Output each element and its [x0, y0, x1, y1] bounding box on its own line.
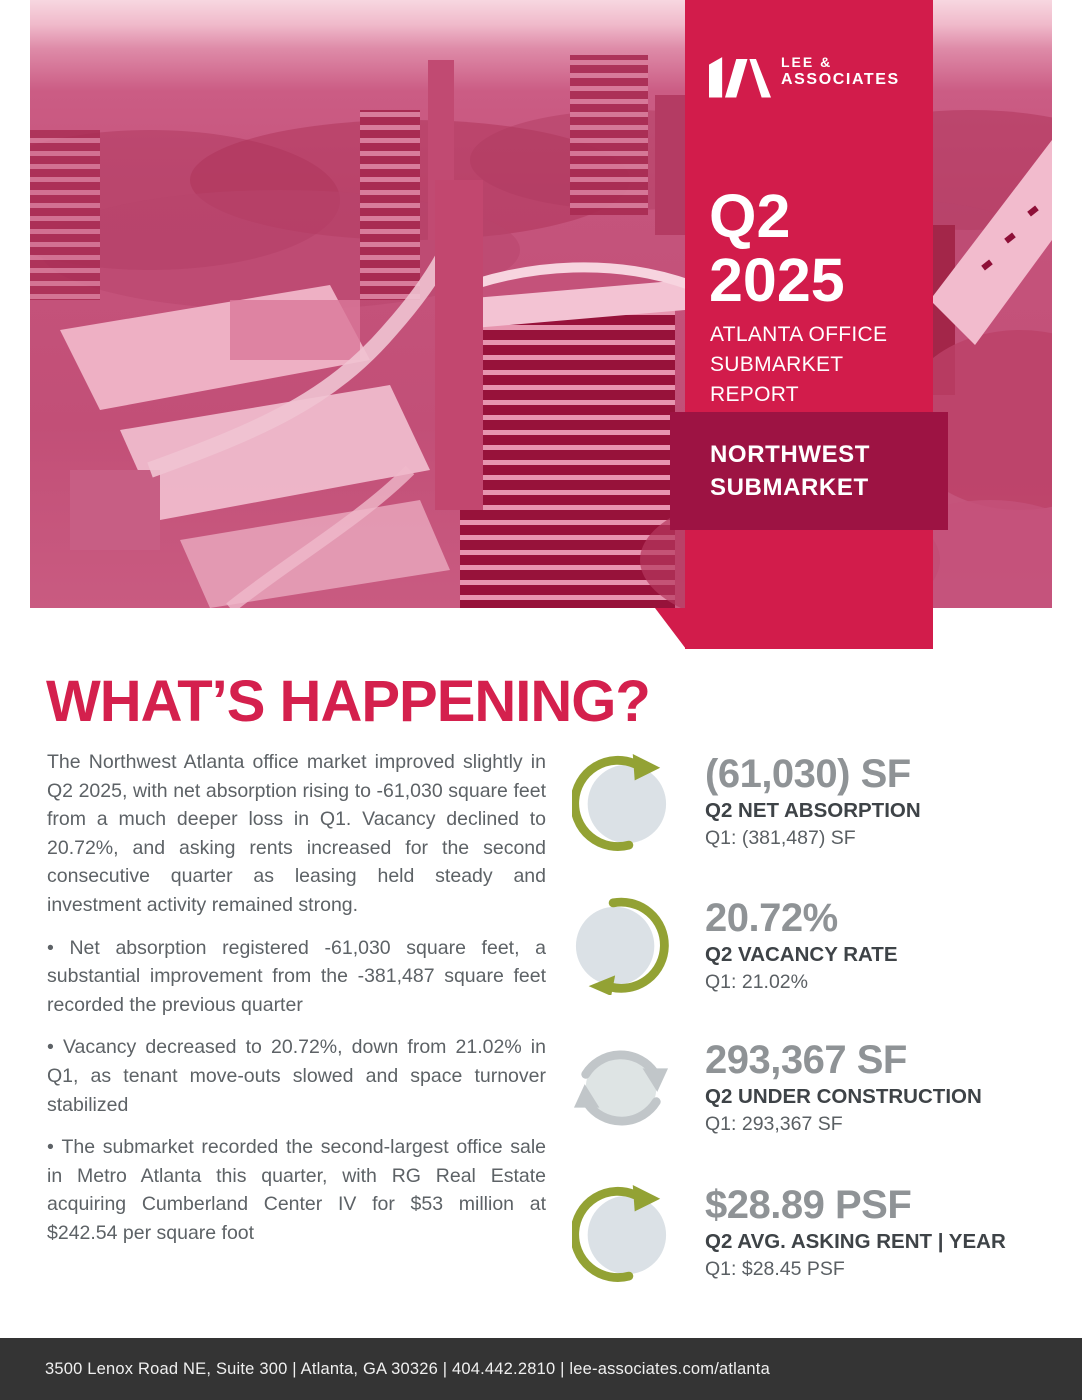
stat-value: (61,030) SF — [705, 752, 911, 796]
submarket-badge — [670, 412, 948, 530]
panel-tail-shape — [655, 608, 686, 649]
stat-label: Q2 NET ABSORPTION — [705, 799, 921, 822]
submarket-label: NORTHWEST SUBMARKET — [710, 441, 871, 501]
brand-line1: LEE & — [781, 54, 833, 70]
stat-text — [705, 1038, 982, 1138]
stat-label: Q2 VACANCY RATE — [705, 943, 898, 966]
circular-arrow-down-icon — [572, 897, 670, 995]
header-panel — [685, 0, 933, 649]
footer-contact-text: 3500 Lenox Road NE, Suite 300 | Atlanta, GA 30326 | 404.442.2810 | lee-associates.com/atlanta — [45, 1360, 770, 1378]
refresh-cycle-icon — [572, 1039, 670, 1137]
stat-vacancy-rate — [572, 896, 898, 996]
intro-paragraph: The Northwest Atlanta office market improved slightly in Q2 2025, with net absorption rising to -61,030 square feet from a much deeper loss in Q1. Vacancy declined to 20.72%, and asking rents increased for the second consecutive quarter as leasing held steady and investment activity remained strong. — [47, 751, 546, 916]
stat-label: Q2 AVG. ASKING RENT | YEAR — [705, 1230, 1006, 1253]
stat-label: Q2 UNDER CONSTRUCTION — [705, 1085, 982, 1108]
stat-previous: Q1: 293,367 SF — [705, 1113, 843, 1135]
report-quarter-title — [709, 184, 845, 312]
circular-arrow-up-icon — [572, 1184, 670, 1282]
brand-name — [781, 50, 900, 89]
stat-value: 293,367 SF — [705, 1038, 907, 1082]
bullet-item: • Vacancy decreased to 20.72%, down from 21.02% in Q1, as tenant move-outs slowed and space turnover stabilized — [47, 1033, 546, 1119]
year-label: 2025 — [709, 246, 845, 314]
stat-text — [705, 1183, 1006, 1283]
stat-previous: Q1: (381,487) SF — [705, 827, 856, 849]
lee-associates-logo — [709, 50, 900, 98]
quarter-label: Q2 — [709, 182, 791, 250]
stat-text — [705, 896, 898, 996]
lee-associates-logo-icon — [709, 50, 771, 98]
footer-bar — [0, 1338, 1082, 1400]
brand-line2: ASSOCIATES — [781, 71, 900, 88]
circular-arrow-up-icon — [572, 753, 670, 851]
bullet-item: • The submarket recorded the second-largest office sale in Metro Atlanta this quarter, with RG Real Estate acquiring Cumberland Center IV for $53 million at $242.54 per square foot — [47, 1133, 546, 1247]
stat-previous: Q1: 21.02% — [705, 971, 808, 993]
stat-value: $28.89 PSF — [705, 1183, 912, 1227]
stat-asking-rent — [572, 1183, 1006, 1283]
stat-net-absorption — [572, 752, 921, 852]
bullet-item: • Net absorption registered -61,030 square feet, a substantial improvement from the -381,487 square feet recorded the previous quarter — [47, 934, 546, 1020]
stat-previous: Q1: $28.45 PSF — [705, 1258, 845, 1280]
stat-value: 20.72% — [705, 896, 838, 940]
report-type-label: ATLANTA OFFICE SUBMARKET REPORT — [710, 323, 888, 406]
stat-text — [705, 752, 921, 852]
stat-under-construction — [572, 1038, 982, 1138]
body-copy — [47, 748, 546, 1262]
page-title: WHAT’S HAPPENING? — [46, 669, 650, 734]
